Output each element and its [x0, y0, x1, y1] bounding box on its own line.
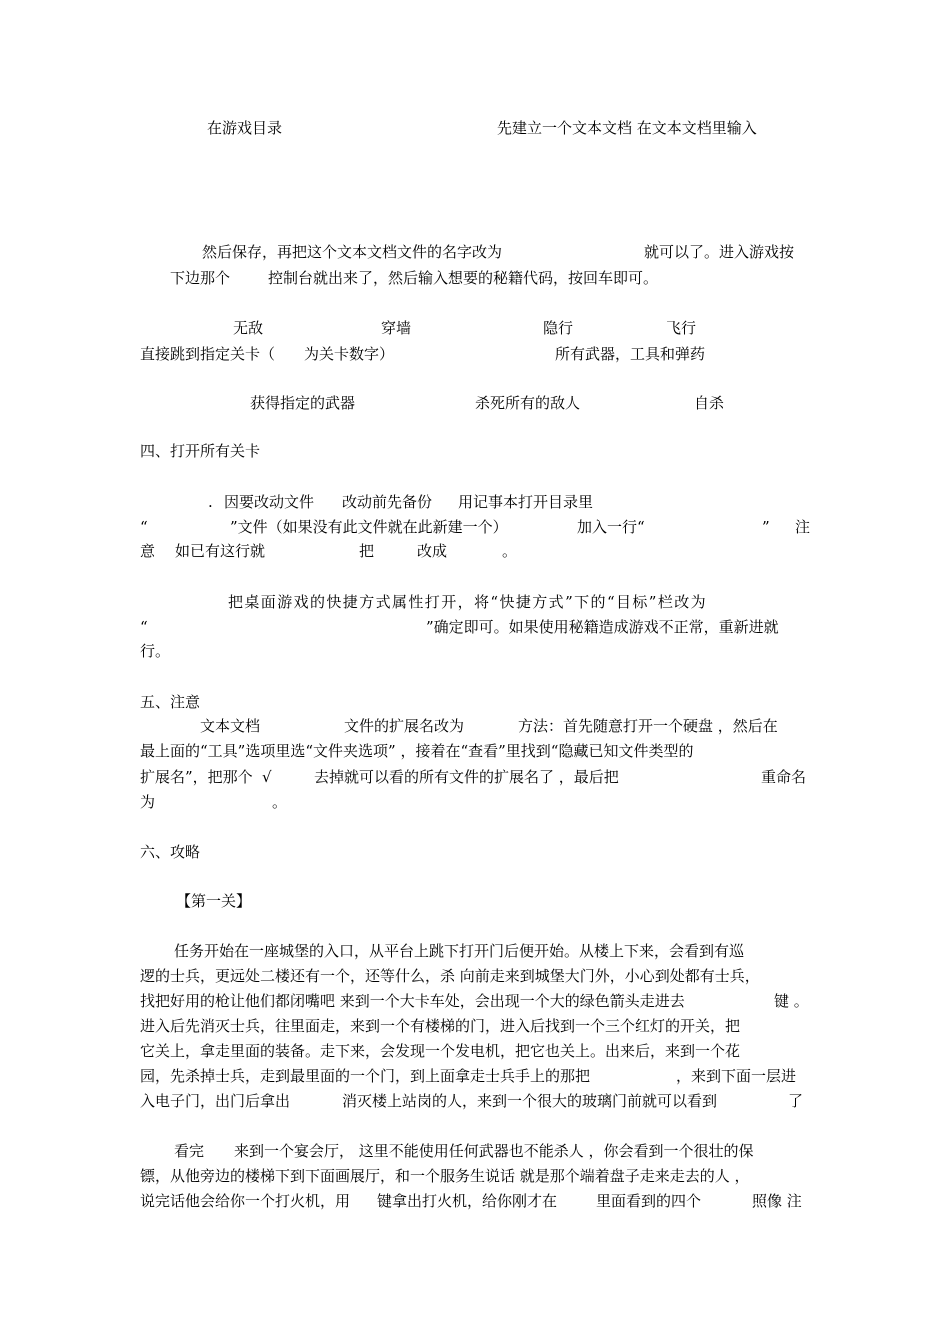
- body-text: 任务开始在一座城堡的入口，从平台上跳下打开门后便开始。从楼上下来，会看到有巡: [174, 942, 745, 960]
- body-text: 。: [272, 793, 288, 811]
- section-heading: 四、打开所有关卡: [140, 442, 261, 460]
- body-text: 方法：首先随意打开一个硬盘 ，然后在: [518, 717, 778, 735]
- body-text: 看完: [174, 1142, 205, 1160]
- cheat-label: 隐行: [543, 319, 574, 337]
- body-text: 说完话他会给你一个打火机，用: [140, 1192, 351, 1210]
- body-text: 进入后先消灭士兵，往里面走，来到一个有楼梯的门，进入后找到一个三个红灯的开关，把: [140, 1017, 741, 1035]
- body-text: 注: [795, 518, 811, 536]
- body-text: ，来到下面一层进: [676, 1067, 797, 1085]
- intro-line: 然后保存，再把这个文本文档文件的名字改为: [202, 243, 503, 261]
- body-text: 用记事本打开目录里: [458, 493, 594, 511]
- body-text: 键 。: [774, 992, 809, 1010]
- body-text: 意: [140, 542, 156, 560]
- body-text: 如已有这行就: [175, 542, 266, 560]
- body-text: 加入一行“: [577, 518, 645, 536]
- cheat-label: 穿墙: [381, 319, 412, 337]
- intro-line: 控制台就出来了，然后输入想要的秘籍代码，按回车即可。: [268, 269, 659, 287]
- body-text: 它关上，拿走里面的装备。走下来，会发现一个发电机，把它也关上。出来后，来到一个花: [140, 1042, 741, 1060]
- intro-line: 下边那个: [170, 269, 231, 287]
- level-heading: 【第一关】: [176, 892, 252, 910]
- body-text: 逻的士兵，更远处二楼还有一个，还等什么，杀 向前走来到城堡大门外，小心到处都有士兵，: [140, 967, 760, 985]
- body-text: 镖，从他旁边的楼梯下到下面画展厅，和一个服务生说话 就是那个端着盘子走来走去的人 ，: [140, 1167, 750, 1185]
- body-text: .: [208, 493, 213, 511]
- body-text: 去掉就可以看的所有文件的扩展名了 ，最后把: [314, 768, 619, 786]
- body-text: 改动前先备份: [342, 493, 433, 511]
- body-text: “: [140, 618, 148, 636]
- body-text: 文件的扩展名改为: [344, 717, 465, 735]
- body-text: 行。: [140, 642, 171, 660]
- intro-line: 就可以了。进入游戏按: [644, 243, 795, 261]
- body-text: 为: [140, 793, 156, 811]
- body-text: 照像 注: [752, 1192, 802, 1210]
- cheat-label: 无敌: [233, 319, 264, 337]
- section-heading: 六、攻略: [140, 843, 201, 861]
- body-text: 找把好用的枪让他们都闭嘴吧 来到一个大卡车处，会出现一个大的绿色箭头走进去: [140, 992, 685, 1010]
- intro-text-right: 先建立一个文本文档 在文本文档里输入: [497, 119, 757, 137]
- body-text: 。: [502, 542, 518, 560]
- body-text: “: [140, 518, 148, 536]
- body-text: 把: [359, 542, 375, 560]
- section-heading: 五、注意: [140, 693, 201, 711]
- cheat-label: 自杀: [694, 394, 725, 412]
- body-text: ”: [762, 518, 770, 536]
- body-text: 园，先杀掉士兵，走到最里面的一个门，到上面拿走士兵手上的那把: [140, 1067, 591, 1085]
- body-text: 来到一个宴会厅， 这里不能使用任何武器也不能杀人 ，你会看到一个很壮的保: [234, 1142, 754, 1160]
- cheat-label: 杀死所有的敌人: [475, 394, 581, 412]
- body-text: 改成: [417, 542, 448, 560]
- body-text: 消灭楼上站岗的人，来到一个很大的玻璃门前就可以看到: [342, 1092, 718, 1110]
- body-text: 最上面的“工具”选项里选“文件夹选项” ，接着在“查看”里找到“隐藏已知文件类型的: [140, 742, 694, 760]
- cheat-label: 为关卡数字）: [304, 345, 395, 363]
- cheat-label: 飞行: [666, 319, 697, 337]
- body-text: 入电子门，出门后拿出: [140, 1092, 291, 1110]
- body-text: ”文件（如果没有此文件就在此新建一个）: [230, 518, 508, 536]
- body-text: 文本文档: [200, 717, 261, 735]
- body-text: 里面看到的四个: [596, 1192, 702, 1210]
- body-text: 了: [788, 1092, 804, 1110]
- body-text: 键拿出打火机，给你刚才在: [377, 1192, 558, 1210]
- check-mark: √: [262, 768, 272, 786]
- body-text: 扩展名”，把那个: [140, 768, 253, 786]
- body-text: 重命名: [761, 768, 807, 786]
- body-text: 把桌面游戏的快捷方式属性打开，将“快捷方式”下的“目标”栏改为: [228, 593, 708, 611]
- intro-text-left: 在游戏目录: [207, 119, 283, 137]
- cheat-label: 获得指定的武器: [250, 394, 356, 412]
- body-text: ”确定即可。如果使用秘籍造成游戏不正常，重新进就: [426, 618, 779, 636]
- body-text: 因要改动文件: [224, 493, 315, 511]
- cheat-label: 所有武器，工具和弹药: [555, 345, 706, 363]
- cheat-label: 直接跳到指定关卡（: [140, 345, 276, 363]
